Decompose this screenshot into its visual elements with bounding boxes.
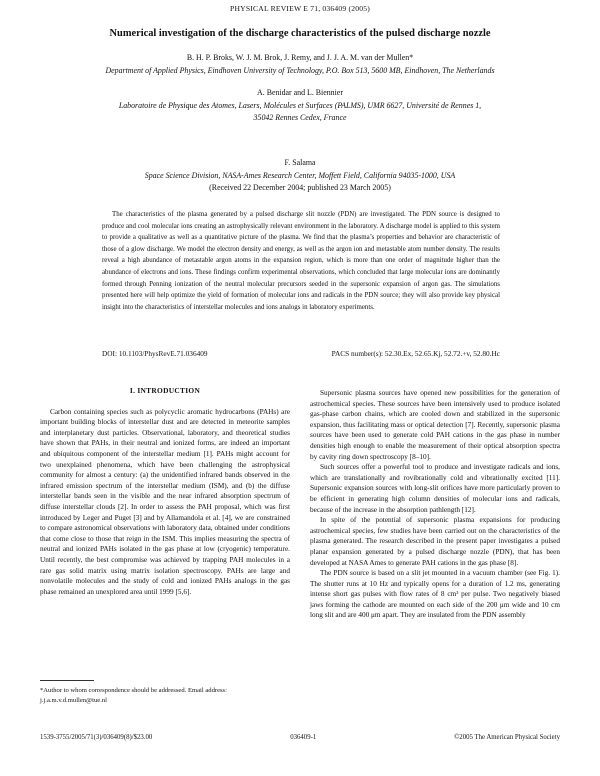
authors-3: F. Salama — [284, 158, 316, 167]
abstract: The characteristics of the plasma generated by a pulsed discharge slit nozzle (PDN) are investigated. The PDN source is designed to produce and cool molecular ions creating an astrophysically relevant environment in the laboratory. A discharge model is applied to this system to provide a qualitative as well as a quantitative picture of the plasma. We find that the plasma’s properties and behavior are characteristic of those of a glow discharge. We model the electron density and energy, as well as the argon ion and metastable atom number density. The results reveal a high abundance of metastable argon atoms in the expansion region, which is more than one order of magnitude higher than the abundance of electrons and ions. These findings confirm experimental observations, which concluded that large molecular ions are dominantly formed through Penning ionization of the neutral molecular precursors seeded in the supersonic expansion of argon gas. The simulations presented here will help optimize the yield of formation of molecular ions and radicals in the PDN source; they will also provide key physical insight into the characteristics of interstellar molecules and ions analogs in laboratory experiments. — [102, 211, 500, 311]
right-paragraph-4: The PDN source is based on a slit jet mounted in a vacuum chamber (see Fig. 1). The shutter runs at 10 Hz and typically opens for a duration of 1.2 ms, generating intense short gas pulses with flow rates of 8 cm³ per pulse. Two negatively biased jaws forming the cathode are mounted on each side of the 200 μm wide and 10 cm long slit and are 400 μm apart. They are insulated from the PDN assembly — [310, 569, 560, 620]
pacs-numbers: PACS number(s): 52.30.Ex, 52.65.Kj, 52.72.+v, 52.80.Hc — [331, 349, 500, 358]
affiliation-1: Department of Applied Physics, Eindhoven University of Technology, P.O. Box 513, 5600 MB, Eindhoven, The Netherlands — [105, 65, 495, 75]
authors-1: B. H. P. Broks, W. J. M. Brok, J. Remy, and J. J. A. M. van der Mullen* — [186, 53, 414, 62]
page-footer — [40, 734, 560, 741]
section-heading: I. INTRODUCTION — [129, 386, 201, 395]
right-paragraph-3: In spite of the potential of supersonic plasma expansions for producing astrochemical species, few studies have been carried out on the characteristics of the plasma generated. The research described in the present paper investigates a pulsed planar expansion generated by a pulsed discharge nozzle (PDN), that has been developed at NASA Ames to generate PAH cations in the gas phase [8]. — [310, 516, 560, 567]
author-block-3 — [40, 157, 560, 195]
affiliation-2-line2: 35042 Rennes Cedex, France — [253, 113, 347, 123]
author-block-1 — [40, 52, 560, 77]
author-block-2 — [40, 87, 560, 125]
footer-copyright: ©2005 The American Physical Society — [454, 734, 560, 741]
paper-title: Numerical investigation of the discharge characteristics of the pulsed discharge nozzle — [109, 28, 491, 39]
authors-2: A. Benidar and L. Biennier — [257, 88, 343, 97]
doi-pacs-row — [102, 349, 500, 358]
affiliation-3: Space Science Division, NASA-Ames Research Center, Moffett Field, California 94035-1000, USA — [144, 170, 456, 180]
right-paragraph-2: Such sources offer a powerful tool to produce and investigate radicals and ions, which are translationally and rovibrationally cold and vibrationally excited [11]. Supersonic expansion sources with long-slit orifices have more particularly proven to be efficient in generating high column densities of molecular ions and radicals, because of the increase in the absorption pathlength [12]. — [310, 463, 560, 514]
footer-page-number: 036409-1 — [290, 734, 317, 741]
affiliation-2-line1: Laboratoire de Physique des Atomes, Lasers, Molécules et Surfaces (PALMS), UMR 6627, Université de Rennes 1, — [118, 100, 482, 110]
right-column — [310, 388, 560, 621]
footnote: *Author to whom correspondence should be addressed. Email address: j.j.a.m.v.d.mullen@tue.nl — [40, 687, 227, 704]
journal-header: PHYSICAL REVIEW E 71, 036409 (2005) — [230, 4, 370, 13]
doi: DOI: 10.1103/PhysRevE.71.036409 — [102, 349, 208, 358]
footer-issn: 1539-3755/2005/71(3)/036409(8)/$23.00 — [40, 734, 153, 741]
left-paragraph-1: Carbon containing species such as polycyclic aromatic hydrocarbons (PAHs) are important building blocks of interstellar dust and are detected in meteorite samples and interplanetary dust particles. Observational, laboratory, and theoretical studies have shown that PAHs, in their neutral and ionized forms, are indeed an important and ubiquitous component of the interstellar medium [1]. PAHs might account for two unexplained phenomena, which have been challenging the astrophysical community for almost a century: (a) the unidentified infrared bands observed in the infrared emission spectrum of the interstellar medium (ISM), and (b) the diffuse interstellar bands seen in the visible and the near infrared absorption spectrum of diffuse interstellar clouds [2]. In order to assess the PAH proposal, which was first introduced by Leger and Puget [3] and by Allamandola et al. [4], we are constrained to compare astronomical observations with laboratory data, obtained under conditions that come close to those that reign in the ISM. This implies measuring the spectra of neutral and ionized PAHs isolated in the gas phase at low (cryogenic) temperature. Until recently, the best compromise was achieved by trapping PAH molecules in a rare gas solid matrix using matrix isolation spectroscopy. PAHs are large and nonvolatile molecules and the study of cold and ionized PAHs analogs in the gas phase remained an unexplored area until 1999 [5,6]. — [40, 407, 290, 596]
received-dates: (Received 22 December 2004; published 23 March 2005) — [209, 183, 391, 193]
left-column — [40, 386, 290, 597]
footnote-rule — [40, 680, 94, 681]
right-paragraph-1: Supersonic plasma sources have opened new possibilities for the generation of astrochemical species. These sources have been intensively used to produce isolated gas-phase carbon chains, which are cooled down and stabilized in the supersonic expansion, thus facilitating mass or optical detection [7]. Recently, supersonic plasma sources have been used to generate cold PAH cations in the gas phase in number densities high enough to enable the measurement of their optical absorption spectra by cavity ring down spectroscopy [8–10]. — [310, 389, 560, 461]
